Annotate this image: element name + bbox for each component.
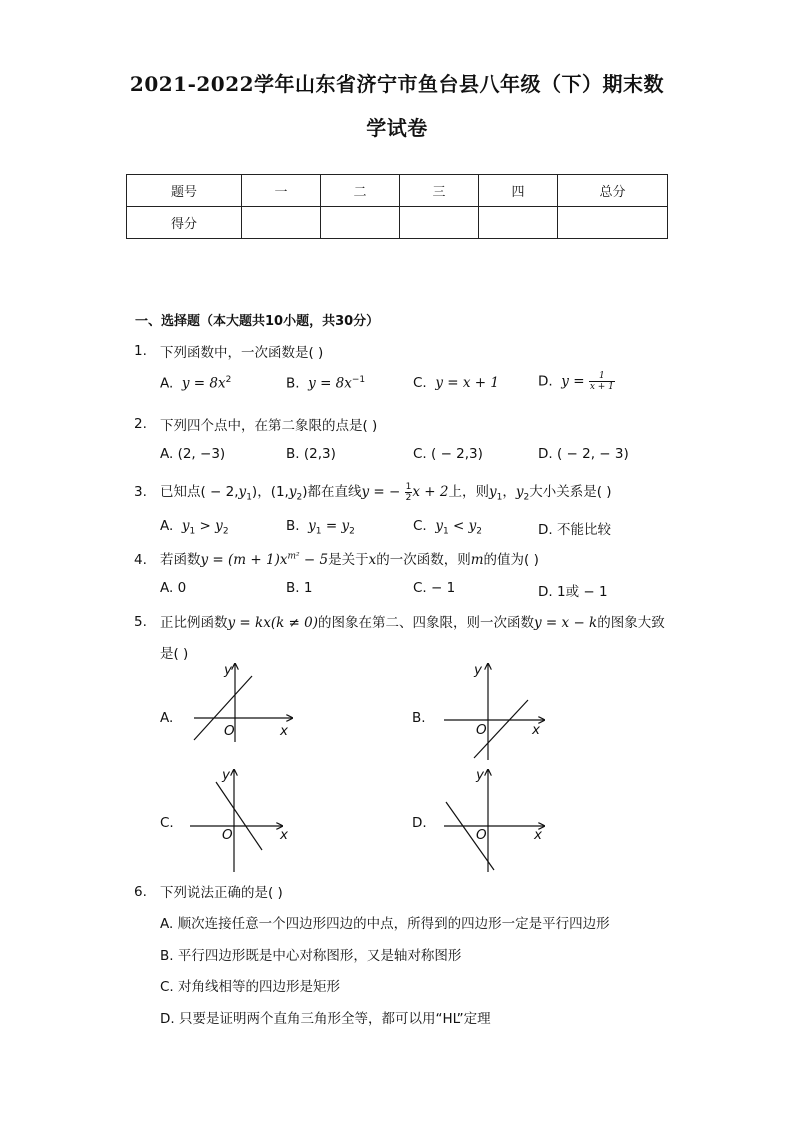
subscript: 1 [442, 526, 449, 537]
text-fragment: ， [502, 484, 516, 500]
origin-label: O [476, 722, 487, 738]
math-var: y [238, 484, 247, 500]
math-var: y [468, 518, 477, 534]
score-cell[interactable] [400, 207, 479, 239]
option-math: y = x + 1 [435, 375, 499, 391]
option-c: C. 对角线相等的四边形是矩形 [160, 979, 341, 995]
score-table-header-row [127, 175, 668, 207]
question-text [160, 548, 539, 568]
subscript: 1 [315, 526, 322, 537]
option-c: C. [160, 815, 174, 831]
origin-label: O [476, 827, 487, 843]
option-letter: B. [286, 518, 300, 534]
math-expr: y = x − k [534, 615, 598, 631]
math-var: y [215, 518, 223, 534]
option-a [160, 375, 231, 392]
text-fragment: 的值为( ) [483, 552, 539, 568]
option-b: B. 1 [286, 580, 313, 596]
text-fragment: 正比例函数 [160, 615, 228, 631]
math-var: y [488, 484, 497, 500]
option-letter: C. [413, 375, 427, 391]
text-fragment: )，(1, [251, 484, 289, 500]
option-c: C. ( − 2,3) [413, 446, 483, 462]
score-header-cell: 题号 [127, 175, 242, 207]
subscript: 1 [246, 492, 252, 503]
option-b [286, 375, 365, 392]
fraction-numerator: 1 [589, 371, 615, 382]
subscript: 2 [476, 526, 482, 537]
score-row-label: 得分 [127, 207, 242, 239]
exam-title-line2: 学试卷 [366, 116, 428, 140]
math-op: = [321, 518, 342, 534]
question-text [160, 611, 665, 631]
text-fragment: 若函数 [160, 552, 201, 568]
option-b: B. 平行四边形既是中心对称图形，又是轴对称图形 [160, 948, 462, 964]
option-math: y = 8x [308, 375, 352, 392]
math-expr: − 5 [299, 552, 329, 568]
subscript: 2 [222, 526, 229, 537]
text-fragment: 的一次函数，则 [376, 552, 471, 568]
score-cell[interactable] [558, 207, 668, 239]
math-expr: x + 2 [412, 484, 449, 500]
fraction-numerator: 1 [405, 481, 412, 492]
question-number: 3. [134, 484, 147, 500]
option-letter: D. [538, 373, 553, 390]
score-cell[interactable] [321, 207, 400, 239]
axis-y-label: y [222, 767, 230, 783]
text-fragment: 的图象在第二、四象限，则一次函数 [318, 615, 535, 631]
axis-y-label: y [476, 767, 484, 783]
fraction [589, 371, 615, 392]
option-c [413, 375, 499, 391]
option-c: C. − 1 [413, 580, 456, 596]
axis-x-label: x [280, 827, 288, 843]
math-op: < [448, 518, 469, 534]
math-var: y [435, 518, 443, 534]
question-text: 下列说法正确的是( ) [160, 885, 283, 901]
score-header-cell: 二 [321, 175, 400, 207]
math-var: y [308, 518, 316, 534]
origin-label: O [222, 827, 233, 843]
question-text: 下列四个点中，在第二象限的点是( ) [160, 418, 378, 434]
question-number: 4. [134, 552, 147, 568]
score-cell[interactable] [479, 207, 558, 239]
question-number: 2. [134, 416, 147, 432]
option-b [286, 518, 355, 537]
option-math: y = [561, 373, 585, 390]
score-header-cell: 一 [242, 175, 321, 207]
question-number: 5. [134, 614, 147, 630]
option-d: D. [412, 815, 427, 831]
graph-a [180, 660, 295, 745]
function-line [194, 676, 252, 740]
option-sup: −1 [351, 375, 366, 385]
graph-d [432, 766, 547, 876]
option-a: A. 0 [160, 580, 187, 596]
math-expr: y = kx(k ≠ 0) [227, 615, 319, 631]
question-number: 6. [134, 884, 147, 900]
text-fragment: 已知点( − 2, [160, 484, 239, 500]
option-b: B. (2,3) [286, 446, 336, 462]
score-header-cell: 四 [479, 175, 558, 207]
question-text: 下列函数中，一次函数是( ) [160, 345, 324, 361]
axis-x-label: x [534, 827, 542, 843]
option-a: A. (2, −3) [160, 446, 226, 462]
score-cell[interactable] [242, 207, 321, 239]
score-header-cell: 三 [400, 175, 479, 207]
subscript: 1 [496, 492, 503, 503]
option-d: D. 只要是证明两个直角三角形全等，都可以用“HL”定理 [160, 1011, 491, 1027]
option-sup: 2 [225, 375, 232, 385]
score-table [126, 174, 668, 239]
question-text [160, 480, 612, 503]
math-expr: y = (m + 1)x [200, 552, 288, 568]
graph-b [432, 660, 547, 765]
option-c [413, 518, 482, 537]
section-heading: 一、选择题（本大题共10小题，共30分） [135, 314, 380, 329]
graph-c [180, 766, 295, 876]
subscript: 2 [523, 492, 530, 503]
option-d: D. ( − 2, − 3) [538, 446, 629, 462]
fraction-denominator: x + 1 [589, 382, 614, 392]
option-math: y = 8x [181, 375, 226, 392]
option-letter: A. [160, 518, 174, 534]
subscript: 1 [189, 526, 196, 537]
option-a: A. [160, 710, 174, 726]
axis-x-label: x [280, 723, 288, 739]
option-letter: C. [413, 518, 427, 534]
question-text-line2: 是( ) [160, 646, 189, 662]
option-d: D. 不能比较 [538, 522, 611, 538]
axis-y-label: y [474, 662, 482, 678]
subscript: 2 [349, 526, 355, 537]
math-var: y [181, 518, 190, 534]
option-letter: A. [160, 375, 174, 392]
subscript: 2 [296, 492, 303, 503]
text-fragment: 大小关系是( ) [529, 484, 612, 500]
score-header-cell: 总分 [558, 175, 668, 207]
axis-x-label: x [532, 722, 540, 738]
text-fragment: )都在直线 [302, 484, 362, 500]
score-table-score-row [127, 207, 668, 239]
option-a: A. 顺次连接任意一个四边形四边的中点，所得到的四边形一定是平行四边形 [160, 916, 610, 932]
exam-title-line1: 2021-2022学年山东省济宁市鱼台县八年级（下）期末数 [129, 72, 665, 96]
option-a [160, 518, 229, 537]
option-d [538, 371, 615, 392]
math-var: x [368, 552, 377, 568]
option-d: D. 1或 − 1 [538, 584, 608, 600]
axis-y-label: y [224, 662, 232, 678]
option-b: B. [412, 710, 426, 726]
option-letter: B. [286, 375, 300, 392]
text-fragment: 上，则 [448, 484, 489, 500]
math-var: m [470, 552, 484, 568]
math-var: y [288, 484, 297, 500]
origin-label: O [224, 723, 235, 739]
math-var: y [341, 518, 350, 534]
superscript: m² [287, 551, 300, 562]
math-expr: y = − [361, 484, 401, 500]
question-number: 1. [134, 343, 147, 359]
text-fragment: 是关于 [328, 552, 369, 568]
math-op: > [195, 518, 216, 534]
text-fragment: 的图象大致 [597, 615, 665, 631]
math-var: y [515, 484, 524, 500]
fraction-denominator: 2 [405, 492, 412, 503]
